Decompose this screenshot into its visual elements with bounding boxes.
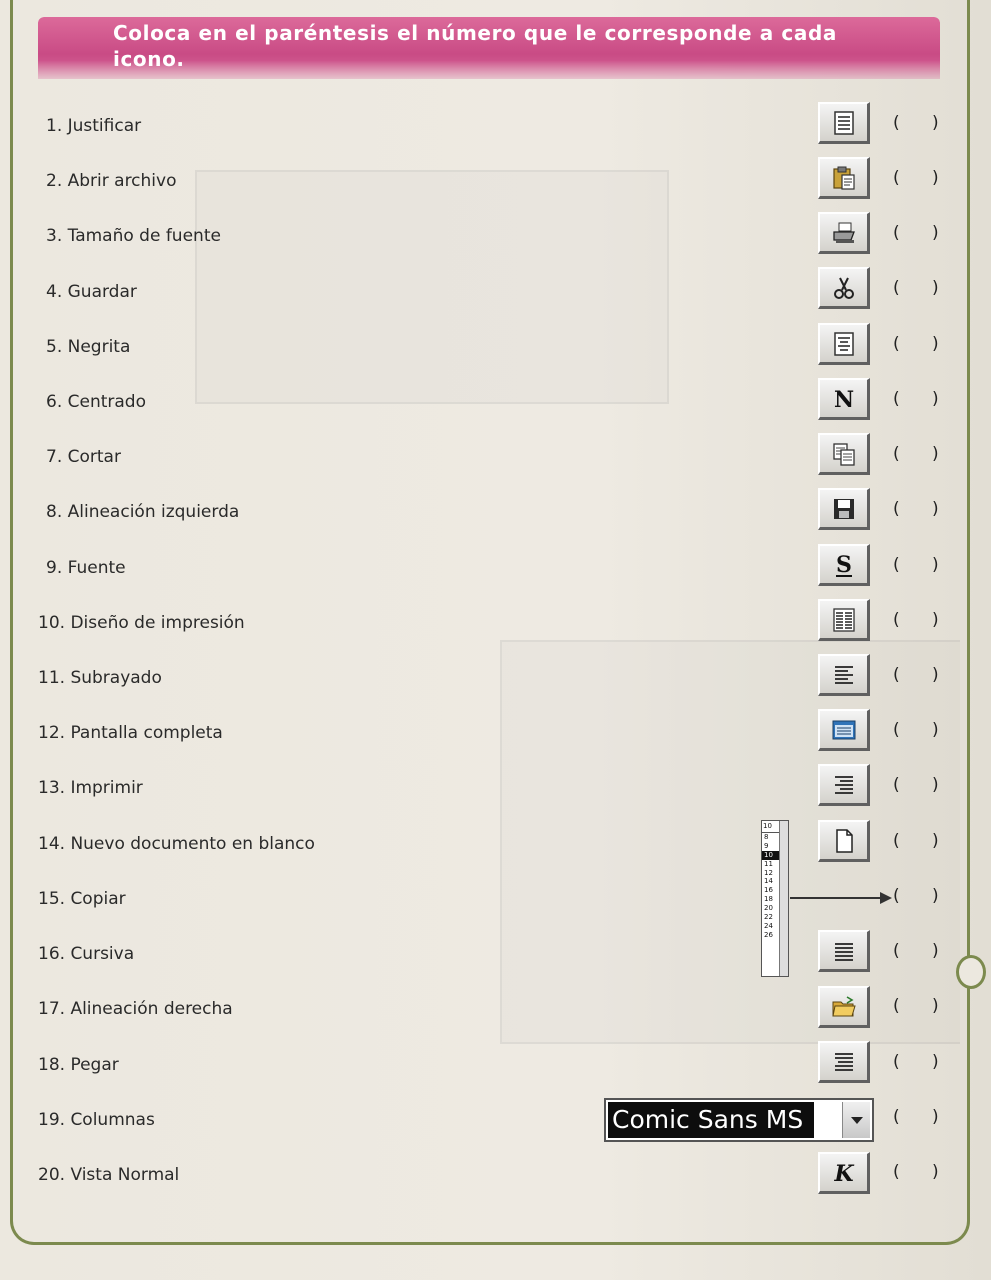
item-6-label: 6. Centrado bbox=[46, 392, 146, 412]
item-20-label: 20. Vista Normal bbox=[38, 1165, 180, 1185]
align-justify-icon bbox=[818, 102, 870, 144]
item-10-label: 10. Diseño de impresión bbox=[38, 613, 245, 633]
item-15-label: 15. Copiar bbox=[38, 889, 126, 909]
font-size-list bbox=[761, 820, 789, 977]
answer-blank-6[interactable]: ( ) bbox=[893, 389, 939, 409]
binder-ring bbox=[956, 955, 986, 989]
answer-blank-19[interactable]: ( ) bbox=[893, 1107, 939, 1127]
answer-blank-5[interactable]: ( ) bbox=[893, 334, 939, 354]
italic-k-icon bbox=[818, 1152, 870, 1194]
answer-blank-17[interactable]: ( ) bbox=[893, 996, 939, 1016]
answer-blank-13[interactable]: ( ) bbox=[893, 775, 939, 795]
answer-blank-11[interactable]: ( ) bbox=[893, 665, 939, 685]
open-folder-icon bbox=[818, 986, 870, 1028]
normal-view-icon bbox=[818, 930, 870, 972]
font-size-option: 16 bbox=[764, 886, 773, 895]
item-11-label: 11. Subrayado bbox=[38, 668, 162, 688]
font-name-box bbox=[604, 1098, 874, 1142]
font-size-scrollbar bbox=[779, 821, 788, 976]
item-1-label: 1. Justificar bbox=[46, 116, 142, 136]
answer-blank-12[interactable]: ( ) bbox=[893, 720, 939, 740]
font-name-value: Comic Sans MS bbox=[608, 1102, 814, 1138]
answer-blank-9[interactable]: ( ) bbox=[893, 555, 939, 575]
align-right-icon bbox=[818, 764, 870, 806]
item-4-label: 4. Guardar bbox=[46, 282, 137, 302]
align-center-icon bbox=[818, 323, 870, 365]
bold-n-icon bbox=[818, 378, 870, 420]
font-size-selected: 10 bbox=[762, 821, 788, 833]
underline-s-icon bbox=[818, 544, 870, 586]
instruction-text: Coloca en el paréntesis el número que le corresponde a cada icono. bbox=[113, 21, 837, 71]
font-size-option: 14 bbox=[764, 877, 773, 886]
answer-blank-18[interactable]: ( ) bbox=[893, 1052, 939, 1072]
item-8-label: 8. Alineación izquierda bbox=[46, 502, 240, 522]
item-2-label: 2. Abrir archivo bbox=[46, 171, 177, 191]
chevron-down-icon bbox=[842, 1102, 870, 1138]
answer-blank-15[interactable]: ( ) bbox=[893, 886, 939, 906]
paste-icon bbox=[818, 157, 870, 199]
answer-blank-14[interactable]: ( ) bbox=[893, 831, 939, 851]
save-icon bbox=[818, 488, 870, 530]
pointer-arrow-line bbox=[790, 897, 882, 899]
item-14-label: 14. Nuevo documento en blanco bbox=[38, 834, 315, 854]
answer-blank-20[interactable]: ( ) bbox=[893, 1162, 939, 1182]
pointer-arrow-head bbox=[880, 892, 892, 904]
item-12-label: 12. Pantalla completa bbox=[38, 723, 223, 743]
font-size-option: 26 bbox=[764, 930, 773, 939]
font-size-option-highlighted: 10 bbox=[762, 851, 788, 860]
answer-blank-10[interactable]: ( ) bbox=[893, 610, 939, 630]
item-13-label: 13. Imprimir bbox=[38, 778, 143, 798]
font-size-option: 11 bbox=[764, 859, 773, 868]
answer-blank-1[interactable]: ( ) bbox=[893, 113, 939, 133]
font-size-option: 20 bbox=[764, 904, 773, 913]
answer-blank-16[interactable]: ( ) bbox=[893, 941, 939, 961]
align-left-icon bbox=[818, 654, 870, 696]
answer-blank-7[interactable]: ( ) bbox=[893, 444, 939, 464]
item-7-label: 7. Cortar bbox=[46, 447, 121, 467]
cut-icon bbox=[818, 267, 870, 309]
print-layout-icon bbox=[818, 709, 870, 751]
font-size-option: 9 bbox=[764, 841, 769, 850]
item-19-label: 19. Columnas bbox=[38, 1110, 155, 1130]
font-size-option: 12 bbox=[764, 868, 773, 877]
justify-alt-icon bbox=[818, 1041, 870, 1083]
columns-icon bbox=[818, 599, 870, 641]
font-size-option: 24 bbox=[764, 921, 773, 930]
answer-blank-8[interactable]: ( ) bbox=[893, 499, 939, 519]
item-9-label: 9. Fuente bbox=[46, 558, 126, 578]
answer-blank-2[interactable]: ( ) bbox=[893, 168, 939, 188]
item-17-label: 17. Alineación derecha bbox=[38, 999, 233, 1019]
item-18-label: 18. Pegar bbox=[38, 1055, 119, 1075]
italic-glyph: K bbox=[833, 1160, 854, 1186]
font-size-option: 18 bbox=[764, 895, 773, 904]
font-size-option: 22 bbox=[764, 913, 773, 922]
new-document-icon bbox=[818, 820, 870, 862]
answer-blank-4[interactable]: ( ) bbox=[893, 278, 939, 298]
item-3-label: 3. Tamaño de fuente bbox=[46, 226, 221, 246]
underline-glyph: S bbox=[835, 551, 852, 578]
copy-icon bbox=[818, 433, 870, 475]
item-16-label: 16. Cursiva bbox=[38, 944, 135, 964]
item-5-label: 5. Negrita bbox=[46, 337, 131, 357]
bold-glyph: N bbox=[833, 386, 854, 412]
print-icon bbox=[818, 212, 870, 254]
answer-blank-3[interactable]: ( ) bbox=[893, 223, 939, 243]
font-size-option: 8 bbox=[764, 833, 769, 841]
